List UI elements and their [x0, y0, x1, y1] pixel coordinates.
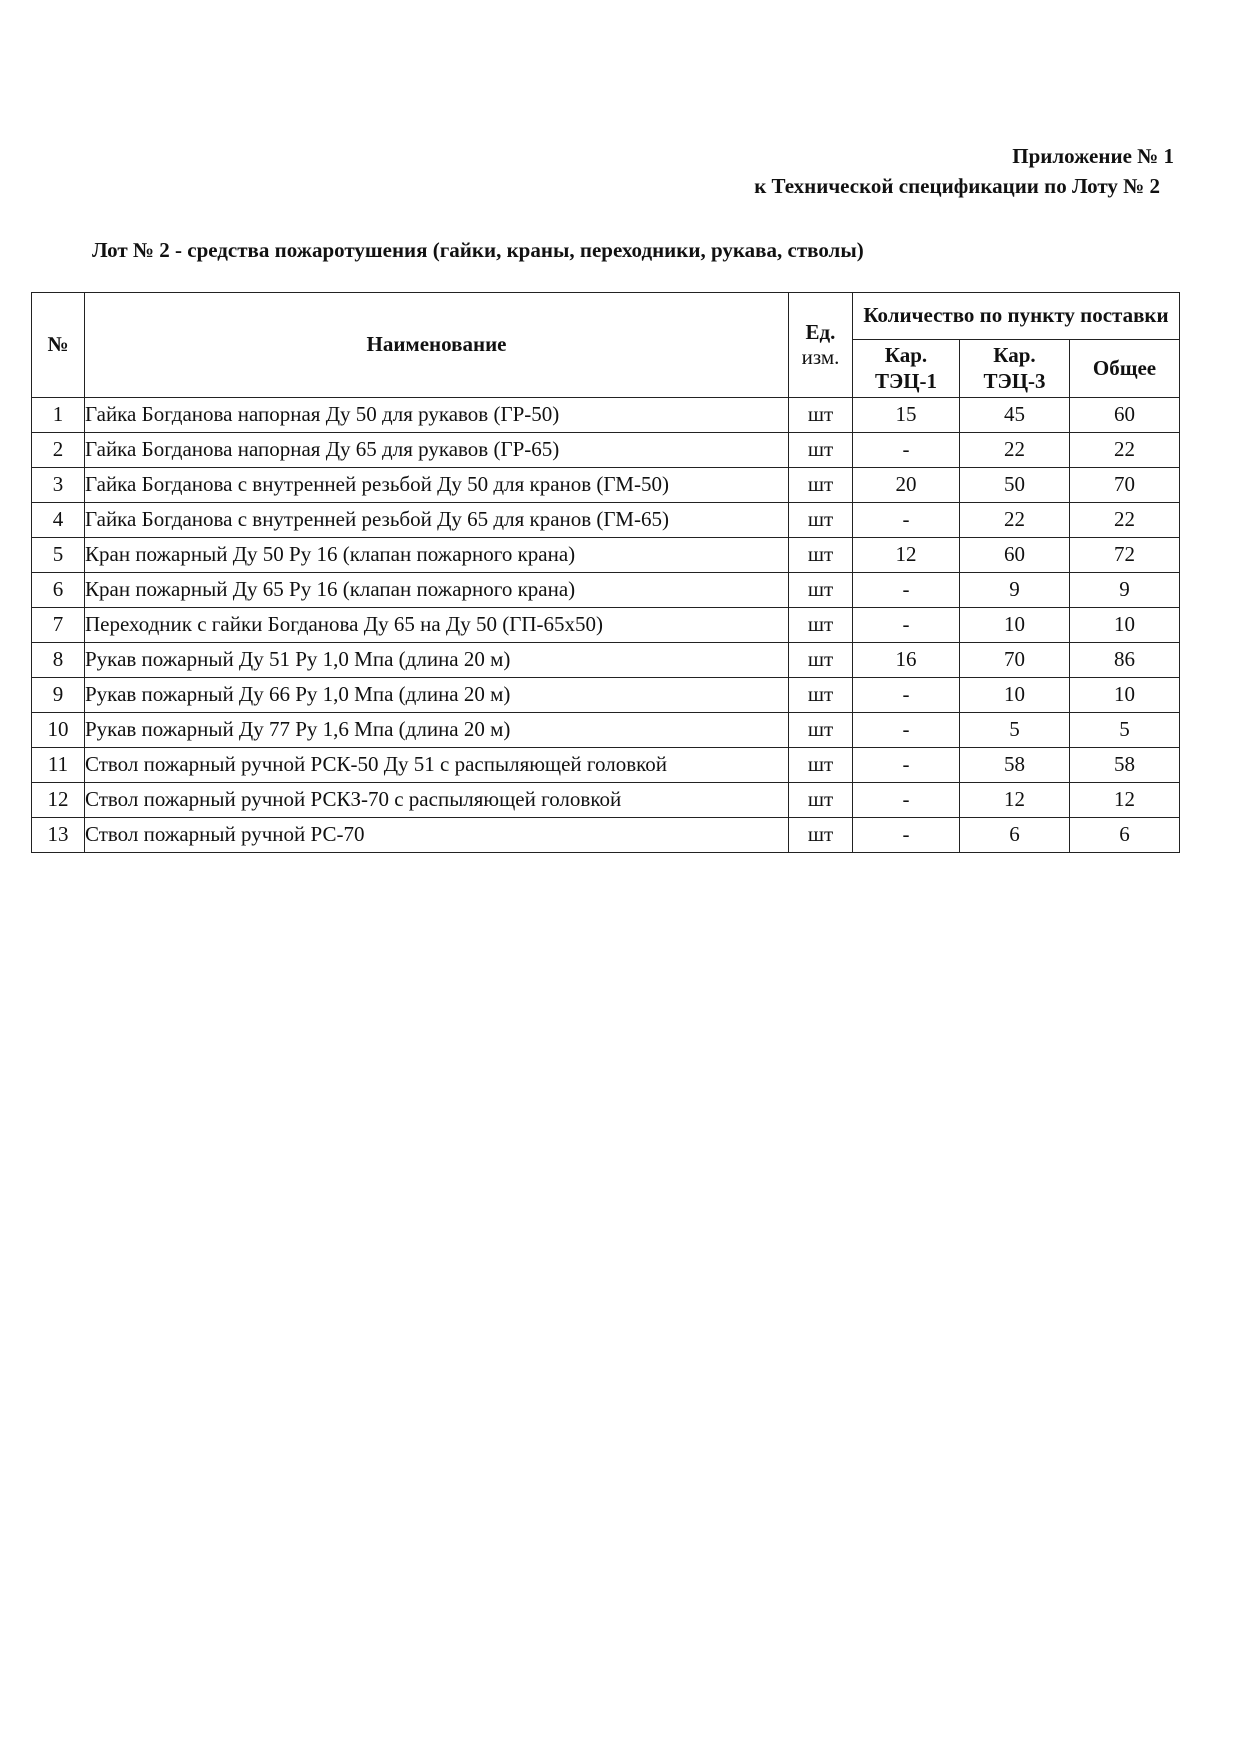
row-name: Ствол пожарный ручной РСКЗ-70 с распыляющей головкой — [85, 783, 789, 818]
row-name: Рукав пожарный Ду 77 Ру 1,6 Мпа (длина 20 м) — [85, 713, 789, 748]
row-number: 9 — [32, 678, 85, 713]
row-number: 6 — [32, 573, 85, 608]
row-qty-total: 60 — [1070, 398, 1180, 433]
row-name: Рукав пожарный Ду 51 Ру 1,0 Мпа (длина 20 м) — [85, 643, 789, 678]
row-name: Кран пожарный Ду 65 Ру 16 (клапан пожарного крана) — [85, 573, 789, 608]
row-number: 2 — [32, 433, 85, 468]
row-name: Рукав пожарный Ду 66 Ру 1,0 Мпа (длина 20 м) — [85, 678, 789, 713]
row-unit: шт — [789, 398, 853, 433]
row-unit: шт — [789, 538, 853, 573]
table-body — [32, 398, 1180, 853]
row-qty-total: 6 — [1070, 818, 1180, 853]
row-qty-tec3: 10 — [960, 678, 1070, 713]
row-unit: шт — [789, 643, 853, 678]
appendix-title: Приложение № 1 — [1012, 144, 1174, 168]
table-row — [32, 748, 1180, 783]
row-qty-tec3: 22 — [960, 433, 1070, 468]
row-number: 11 — [32, 748, 85, 783]
row-unit: шт — [789, 818, 853, 853]
appendix-subtitle: к Технической спецификации по Лоту № 2 — [754, 174, 1160, 198]
row-number: 5 — [32, 538, 85, 573]
row-name: Гайка Богданова с внутренней резьбой Ду 65 для кранов (ГМ-65) — [85, 503, 789, 538]
row-qty-total: 5 — [1070, 713, 1180, 748]
row-qty-tec1: 12 — [853, 538, 960, 573]
table-row — [32, 468, 1180, 503]
row-qty-total: 9 — [1070, 573, 1180, 608]
row-qty-total: 70 — [1070, 468, 1180, 503]
row-qty-tec1: - — [853, 783, 960, 818]
header-num: № — [32, 293, 85, 398]
row-unit: шт — [789, 608, 853, 643]
header-unit-line2: изм. — [801, 345, 840, 369]
header-qty-group: Количество по пункту поставки — [853, 293, 1180, 340]
row-name: Гайка Богданова напорная Ду 65 для рукавов (ГР-65) — [85, 433, 789, 468]
row-number: 13 — [32, 818, 85, 853]
row-qty-total: 12 — [1070, 783, 1180, 818]
row-name: Гайка Богданова напорная Ду 50 для рукавов (ГР-50) — [85, 398, 789, 433]
row-unit: шт — [789, 678, 853, 713]
header-tec3: Кар. ТЭЦ-3 — [960, 340, 1070, 398]
row-qty-total: 72 — [1070, 538, 1180, 573]
row-qty-tec3: 45 — [960, 398, 1070, 433]
row-qty-tec3: 22 — [960, 503, 1070, 538]
row-qty-tec3: 50 — [960, 468, 1070, 503]
row-qty-total: 10 — [1070, 678, 1180, 713]
table-row — [32, 608, 1180, 643]
row-qty-tec1: - — [853, 748, 960, 783]
row-number: 3 — [32, 468, 85, 503]
table-row — [32, 643, 1180, 678]
header-unit — [789, 293, 853, 398]
row-qty-tec3: 10 — [960, 608, 1070, 643]
row-qty-tec1: - — [853, 433, 960, 468]
table-row — [32, 398, 1180, 433]
row-unit: шт — [789, 713, 853, 748]
row-qty-total: 86 — [1070, 643, 1180, 678]
row-number: 10 — [32, 713, 85, 748]
row-qty-tec1: - — [853, 573, 960, 608]
row-name: Переходник с гайки Богданова Ду 65 на Ду 50 (ГП-65х50) — [85, 608, 789, 643]
row-qty-total: 22 — [1070, 433, 1180, 468]
row-qty-tec1: 15 — [853, 398, 960, 433]
row-number: 4 — [32, 503, 85, 538]
row-qty-tec1: - — [853, 503, 960, 538]
table-row — [32, 433, 1180, 468]
table-row — [32, 713, 1180, 748]
row-unit: шт — [789, 783, 853, 818]
table-row — [32, 818, 1180, 853]
header-name: Наименование — [85, 293, 789, 398]
row-qty-tec3: 60 — [960, 538, 1070, 573]
row-name: Гайка Богданова с внутренней резьбой Ду 50 для кранов (ГМ-50) — [85, 468, 789, 503]
row-name: Ствол пожарный ручной РСК-50 Ду 51 с распыляющей головкой — [85, 748, 789, 783]
row-qty-tec3: 5 — [960, 713, 1070, 748]
table-row — [32, 538, 1180, 573]
row-unit: шт — [789, 748, 853, 783]
row-qty-tec3: 58 — [960, 748, 1070, 783]
row-qty-tec1: - — [853, 818, 960, 853]
row-qty-tec3: 12 — [960, 783, 1070, 818]
row-qty-tec3: 70 — [960, 643, 1070, 678]
row-qty-total: 10 — [1070, 608, 1180, 643]
row-number: 12 — [32, 783, 85, 818]
row-name: Ствол пожарный ручной РС-70 — [85, 818, 789, 853]
table-row — [32, 783, 1180, 818]
row-unit: шт — [789, 433, 853, 468]
lot-title: Лот № 2 - средства пожаротушения (гайки, краны, переходники, рукава, стволы) — [92, 238, 864, 262]
row-qty-tec1: 16 — [853, 643, 960, 678]
row-name: Кран пожарный Ду 50 Ру 16 (клапан пожарного крана) — [85, 538, 789, 573]
row-qty-tec1: - — [853, 713, 960, 748]
row-unit: шт — [789, 503, 853, 538]
row-qty-total: 58 — [1070, 748, 1180, 783]
row-qty-tec1: - — [853, 678, 960, 713]
row-qty-total: 22 — [1070, 503, 1180, 538]
row-qty-tec3: 9 — [960, 573, 1070, 608]
row-qty-tec3: 6 — [960, 818, 1070, 853]
header-total: Общее — [1070, 340, 1180, 398]
table-row — [32, 573, 1180, 608]
row-unit: шт — [789, 573, 853, 608]
row-number: 8 — [32, 643, 85, 678]
row-qty-tec1: - — [853, 608, 960, 643]
table-row — [32, 503, 1180, 538]
specification-table — [31, 292, 1180, 853]
table-header-row — [32, 293, 1180, 340]
header-unit-line1: Ед. — [805, 319, 836, 344]
header-tec1: Кар. ТЭЦ-1 — [853, 340, 960, 398]
row-number: 1 — [32, 398, 85, 433]
table-row — [32, 678, 1180, 713]
row-unit: шт — [789, 468, 853, 503]
row-qty-tec1: 20 — [853, 468, 960, 503]
row-number: 7 — [32, 608, 85, 643]
